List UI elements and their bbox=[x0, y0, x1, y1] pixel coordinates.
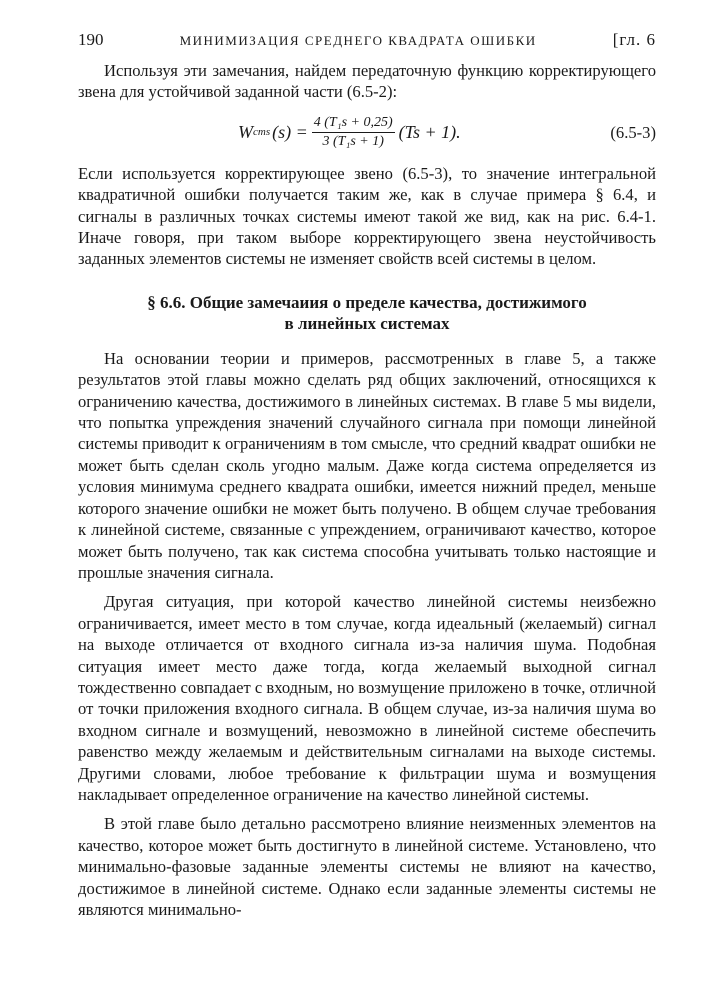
equation-number: (6.5-3) bbox=[610, 122, 656, 142]
running-header bbox=[78, 30, 656, 60]
body-paragraph-1: На основании теории и примеров, рассмотренных в главе 5, а также результатов этой главы можно сделать ряд общих заключений, относящихся к ограничению качества, достижимого в линейных системах. В главе 5 мы видели, что попытка упреждения значений случайного сигнала при помощи линейной системы приводит к ограничениям в том смысле, что средний квадрат ошибки не может быть сделан сколь угодно малым. Даже когда система определяется из условия минимума среднего квадрата ошибки, имеется нижний предел, меньше которого значение ошибки не может быть получено. В общем случае требования к линейной системе, связанные с упреждением, ограничивают качество, которое может быть получено, так как система способна учитывать только настоящие и прошлые значения сигнала. bbox=[78, 348, 656, 582]
equation-6-5-3 bbox=[78, 109, 656, 157]
formula-numerator: 4 (T₁s + 0,25) bbox=[312, 115, 395, 133]
section-heading bbox=[78, 292, 656, 334]
formula-denominator: 3 (T₁s + 1) bbox=[322, 133, 384, 149]
formula-lhs: W bbox=[238, 121, 253, 142]
intro-paragraph: Используя эти замечания, найдем передаточную функцию корректирующего звена для устойчивой заданной части (6.5-2): bbox=[78, 61, 656, 102]
page-number: 190 bbox=[78, 30, 104, 49]
running-title: МИНИМИЗАЦИЯ СРЕДНЕГО КВАДРАТА ОШИБКИ bbox=[179, 33, 537, 48]
section-heading-line1: § 6.6. Общие замечаиия о пределе качества, достижимого bbox=[147, 292, 587, 312]
formula-rhs: (Ts + 1). bbox=[398, 121, 461, 142]
formula-fraction bbox=[312, 115, 395, 150]
formula bbox=[238, 115, 461, 150]
book-page bbox=[78, 30, 656, 920]
paragraph-after-formula: Если используется корректирующее звено (6.5-3), то значение интегральной квадратичной ошибки получается таким же, как в случае примера § 6.4, и сигналы в различных точках системы имеют такой же вид, как на рис. 6.4-1. Иначе говоря, при таком выборе корректирующего звена неустойчивость заданных элементов системы не изменяет свойств всей системы в целом. bbox=[78, 163, 656, 269]
body-paragraph-2: Другая ситуация, при которой качество линейной системы неизбежно ограничивается, имеет место в том случае, когда идеальный (желаемый) сигнал на выходе отличается от входного сигнала из-за наличия шума. Подобная ситуация имеет место даже тогда, когда желаемый выходной сигнал тождественно совпадает с входным, но возмущение приложено в точке, отличной от точки приложения входного сигнала. В общем случае, из-за наличия шума во входном сигнале и возмущений, невозможно в линейной системе обеспечить равенство между желаемым и действительным сигналами на выходе системы. Другими словами, любое требование к фильтрации шума и возмущения накладывает определенное ограничение на качество линейной системы. bbox=[78, 592, 657, 804]
formula-lhs-subscript: cms bbox=[253, 126, 271, 139]
formula-lhs-arg: (s) = bbox=[272, 121, 308, 142]
body-paragraph-3: В этой главе было детально рассмотрено влияние неизменных элементов на качество, которое может быть достигнуто в линейной системе. Установлено, что минимально-фазовые заданные элементы системы не влияют на качество, достижимое в линейной системе. Однако если заданные элементы системы не являются минимально- bbox=[78, 814, 656, 919]
chapter-marker: [гл. 6 bbox=[612, 30, 656, 49]
section-heading-line2: в линейных системах bbox=[284, 313, 450, 333]
